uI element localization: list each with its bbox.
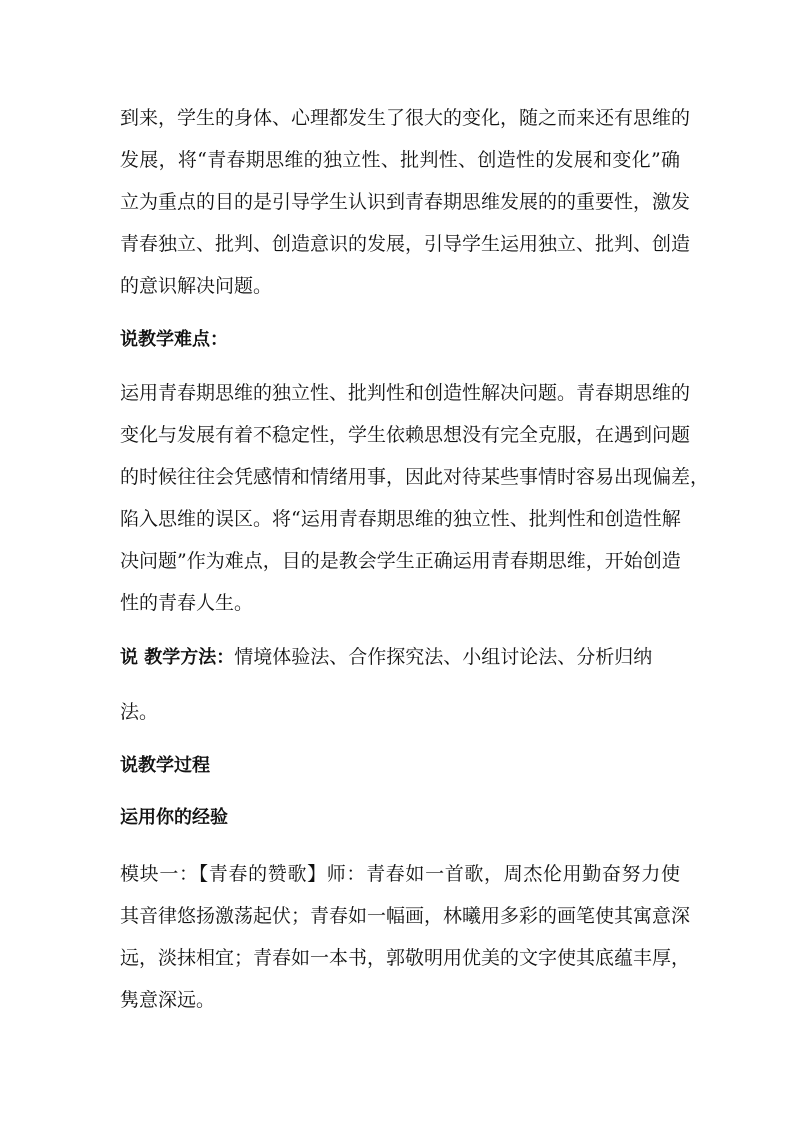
intro-line-5: 的意识解决问题。 <box>120 275 273 297</box>
difficulty-heading: 说教学难点： <box>120 329 228 350</box>
experience-section <box>120 797 680 839</box>
difficulty-line-3: 的时候往往会凭感情和情绪用事，因此对待某些事情时容易出现偏差， <box>120 466 710 488</box>
difficulty-line-2: 变化与发展有着不稳定性，学生依赖思想没有完全克服，在遇到问题 <box>120 424 691 446</box>
methods-label: 说 教学方法： <box>120 647 235 668</box>
difficulty-line-5: 决问题”作为难点，目的是教会学生正确运用青春期思维，开始创造 <box>120 550 681 572</box>
intro-line-4: 青春独立、批判、创造意识的发展，引导学生运用独立、批判、创造 <box>120 233 691 255</box>
methods-section <box>120 636 680 678</box>
module1-paragraph <box>120 853 691 1021</box>
difficulty-line-1: 运用青春期思维的独立性、批判性和创造性解决问题。青春期思维的 <box>120 382 691 404</box>
methods-list: 情境体验法、合作探究法、小组讨论法、分析归纳 <box>234 646 653 668</box>
difficulty-paragraph <box>120 372 710 624</box>
intro-line-3: 立为重点的目的是引导学生认识到青春期思维发展的的重要性，激发 <box>120 191 691 213</box>
methods-line-2: 法。 <box>120 701 159 723</box>
module1-line-4: 隽意深远。 <box>120 989 216 1011</box>
intro-line-1: 到来，学生的身体、心理都发生了很大的变化，随之而来还有思维的 <box>120 107 691 129</box>
process-section <box>120 745 680 787</box>
intro-paragraph <box>120 97 691 307</box>
difficulty-line-4: 陷入思维的误区。将“运用青春期思维的独立性、批判性和创造性解 <box>120 508 681 530</box>
methods-continuation <box>120 691 680 733</box>
module1-line-3: 远，淡抹相宜；青春如一本书，郭敬明用优美的文字使其底蕴丰厚， <box>120 947 691 969</box>
process-heading: 说教学过程 <box>120 755 210 776</box>
module1-line-2: 其音律悠扬激荡起伏；青春如一幅画，林曦用多彩的画笔使其寓意深 <box>120 905 691 927</box>
module1-line-1: 模块一：【青春的赞歌】师：青春如一首歌，周杰伦用勤奋努力使 <box>120 863 680 885</box>
experience-heading: 运用你的经验 <box>120 807 228 828</box>
methods-line-1 <box>120 636 680 678</box>
difficulty-line-6: 性的青春人生。 <box>120 592 254 614</box>
intro-line-2: 发展，将“青春期思维的独立性、批判性、创造性的发展和变化”确 <box>120 149 680 171</box>
difficulty-section <box>120 319 680 361</box>
